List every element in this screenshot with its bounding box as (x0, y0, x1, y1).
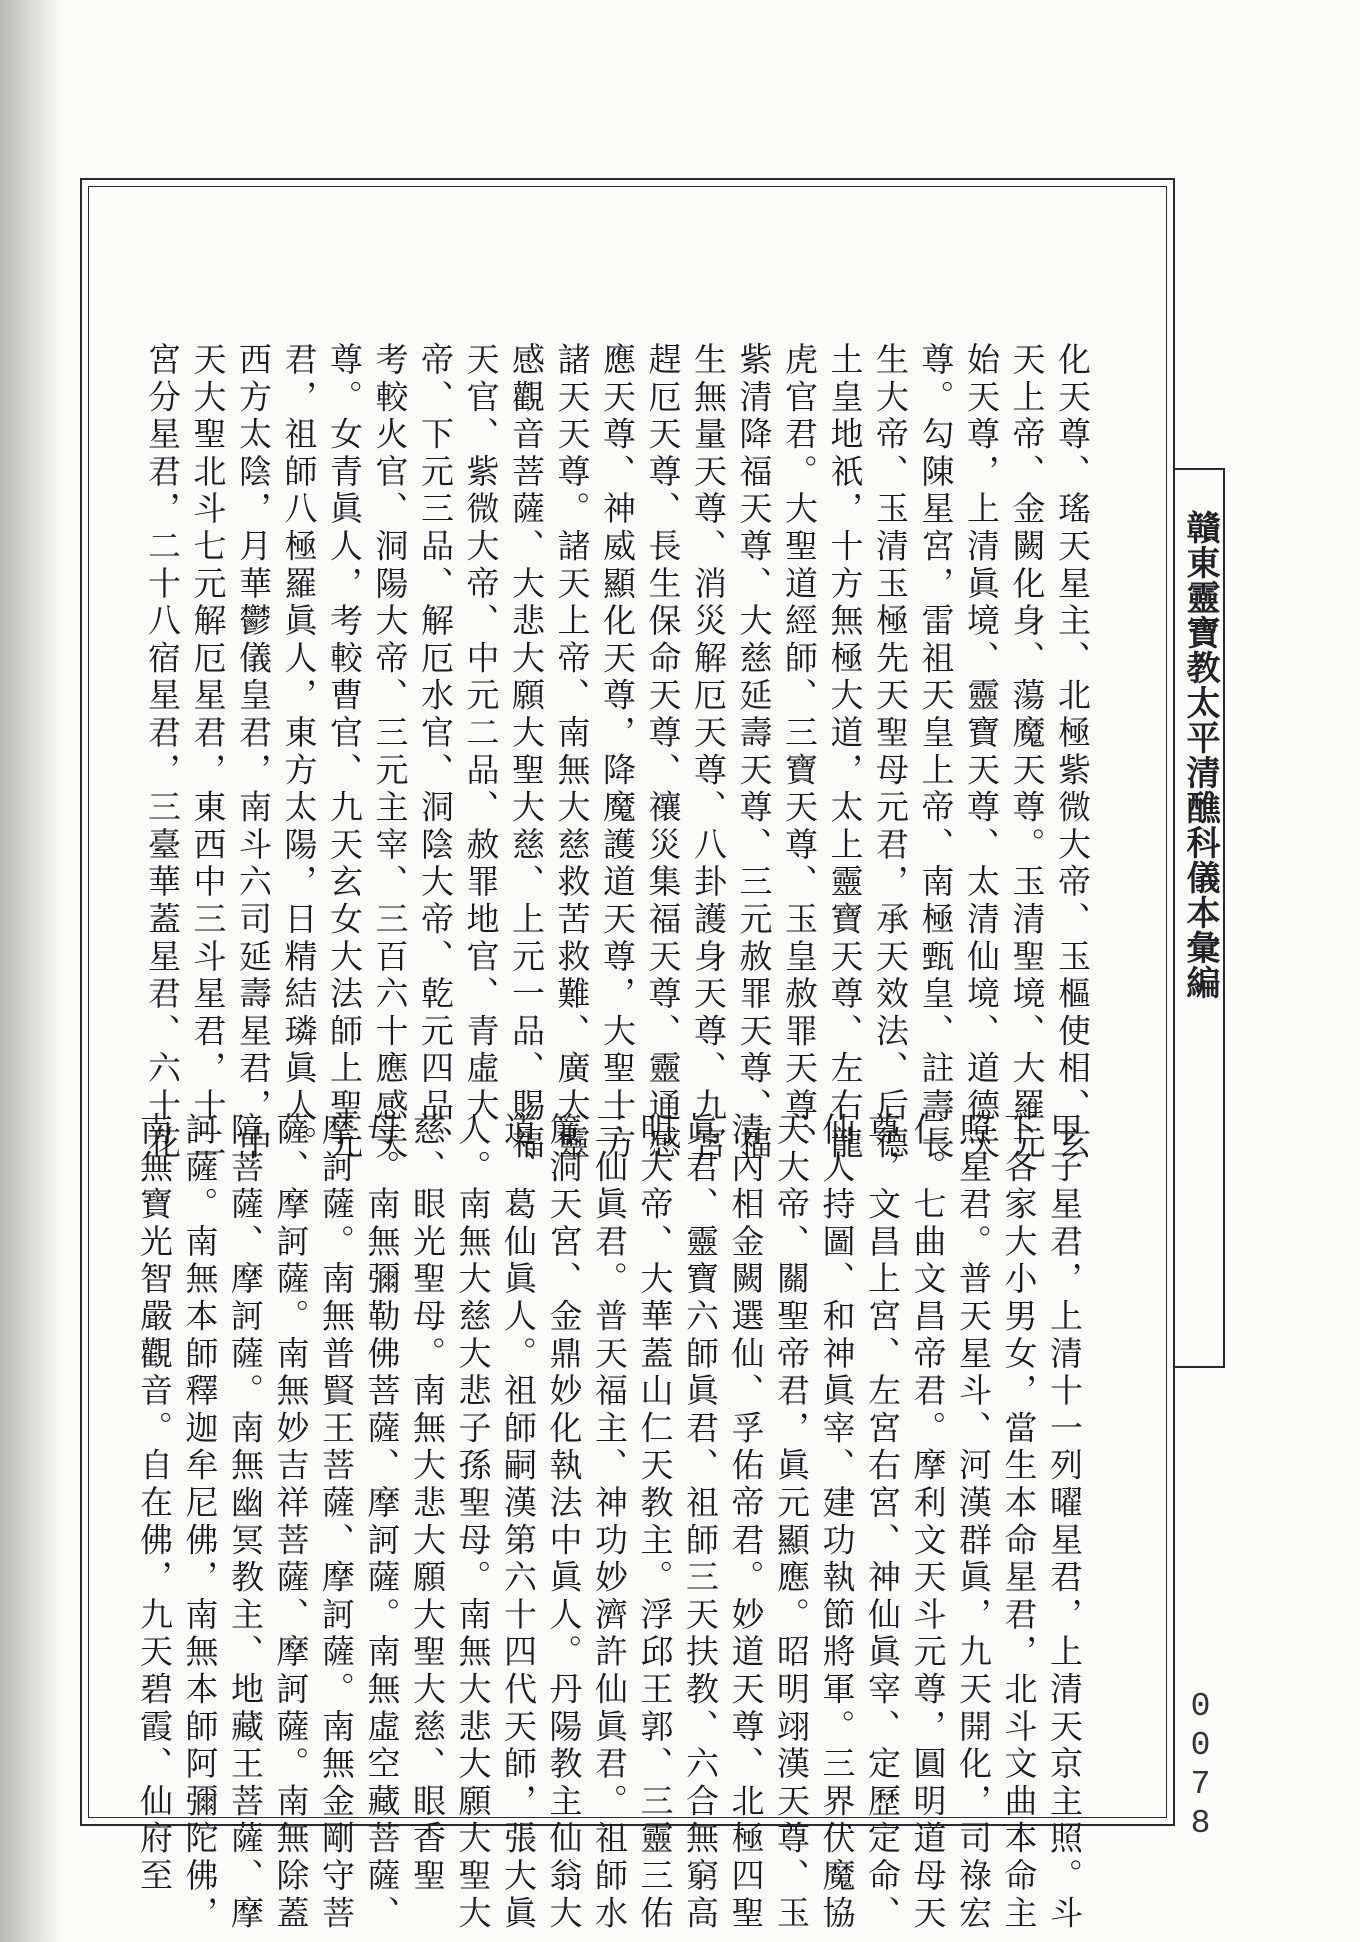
text-line: 道、葛仙眞人。祖師嗣漢第六十四代天師，張大眞 (499, 1112, 538, 1933)
text-line: 君，祖師八極羅眞人，東方太陽，日精結璘眞人。 (279, 342, 319, 1163)
text-line: 眞君、靈寶六師眞君、祖師三天扶教、六合無窮高 (681, 1112, 720, 1933)
text-line: 諸天天尊。諸天上帝、南無大慈救苦救難、廣大靈 (552, 342, 592, 1163)
text-line: 仁。七曲文昌帝君。摩利文天斗元尊，圓明道母天 (908, 1112, 948, 1933)
text-line: 尊。勾陳星宮，雷祖天皇上帝、南極甄皇、註壽長 (916, 342, 956, 1163)
text-line: 清內相金闕選仙、孚佑帝君。妙道天尊、北極四聖 (726, 1112, 766, 1933)
text-line: 下各家大小男女，當生本命星君，北斗文曲本命主 (999, 1112, 1039, 1933)
book-title: 贛東靈寶教太平清醮科儀本彙編 (1180, 510, 1220, 1000)
text-line: 應天尊、神威顯化天尊，降魔護道天尊，大聖十方 (598, 342, 637, 1163)
text-line: 障菩薩、摩訶薩。南無幽冥教主、地藏王菩薩、摩 (226, 1112, 265, 1933)
upper-text-block (143, 342, 1095, 1163)
text-line: 天官、紫微大帝、中元二品、赦罪地官、青虛大 (461, 342, 501, 1126)
text-line: 人。南無大慈大悲子孫聖母。南無大悲大願大聖大 (453, 1112, 493, 1933)
text-line: 帝、下元三品、解厄水官、洞陰大帝、乾元四品、 (416, 342, 455, 1163)
text-line: 始天尊，上清眞境、靈寶天尊、太清仙境、道德天 (962, 342, 1001, 1163)
text-line: 考較火官、洞陽大帝、三元主宰、三百六十應感天 (370, 342, 410, 1163)
text-line: 明大帝、大華蓋山仁天教主。浮邱王郭、三靈三佑 (635, 1112, 675, 1933)
text-line: 尊。女青眞人，考較曹官、九天玄女大法師上聖元 (325, 342, 364, 1163)
text-line: 簾洞天宮、金鼎妙化執法中眞人。丹陽教主仙翁大 (544, 1112, 584, 1933)
text-line: 西方太陰，月華鬱儀皇君，南斗六司延壽星君，中 (234, 342, 273, 1163)
text-line: 天上帝、金闕化身、蕩魔天尊。玉清聖境、大羅元 (1007, 342, 1047, 1163)
text-line: 化天尊、瑤天星主、北極紫微大帝、玉樞使相、玄 (1053, 342, 1092, 1163)
text-line: 虎官君。大聖道經師、三寶天尊、玉皇赦罪天尊、 (780, 342, 819, 1163)
text-line: 趕厄天尊、長生保命天尊、禳災集福天尊、靈通感 (643, 342, 683, 1163)
text-line: 訶薩。南無本師釋迦牟尼佛，南無本師阿彌陀佛， (180, 1112, 220, 1933)
text-line: 土皇地祇，十方無極大道，太上靈寶天尊、左右龍 (825, 342, 865, 1163)
text-line: 天大聖北斗七元解厄星君，東西中三斗星君，十二 (188, 342, 228, 1163)
text-line: 薩、摩訶薩。南無妙吉祥菩薩、摩訶薩。南無除蓋 (271, 1112, 311, 1933)
page-number: 0078 (1182, 1688, 1219, 1844)
text-line: 尊，文昌上宮、左宮右宮、神仙眞宰、定歷定命、 (863, 1112, 902, 1933)
text-line: 生大帝、玉清玉極先天聖母元君，承天效法、后德 (871, 342, 910, 1163)
text-line: 宮分星君，二十八宿星君，三臺華蓋星君、六十花 (143, 342, 182, 1163)
text-line: 甲子星君，上清十一列曜星君，上清天京主照。斗 (1045, 1112, 1084, 1933)
text-line: 感觀音菩薩、大悲大願大聖大慈、上元一品、賜福 (507, 342, 546, 1163)
text-line: 紫清降福天尊、大慈延壽天尊、三元赦罪天尊、福 (734, 342, 774, 1163)
text-line: 生無量天尊、消災解厄天尊、八卦護身天尊、九宮 (689, 342, 728, 1163)
text-line: 母。南無彌勒佛菩薩、摩訶薩。南無虛空藏菩薩、 (362, 1112, 402, 1933)
text-line: 照星君。普天星斗、河漢群眞，九天開化，司祿宏 (954, 1112, 993, 1933)
lower-text-block (135, 1112, 1087, 1933)
text-line: 仙人持圖、和神眞宰、建功執節將軍。三界伏魔協 (817, 1112, 857, 1933)
text-line: 天大帝、關聖帝君，眞元顯應。昭明翊漢天尊、玉 (772, 1112, 811, 1933)
text-line: 慈、眼光聖母。南無大悲大願大聖大慈、眼香聖 (408, 1112, 447, 1896)
page-gutter-shadow (0, 0, 62, 1942)
text-line: 摩訶薩。南無普賢王菩薩、摩訶薩。南無金剛守菩 (317, 1112, 356, 1933)
text-line: 三仙眞君。普天福主、神功妙濟許仙眞君。祖師水 (590, 1112, 629, 1933)
text-line: 南無寶光智嚴觀音。自在佛，九天碧霞、仙府至 (135, 1112, 174, 1896)
